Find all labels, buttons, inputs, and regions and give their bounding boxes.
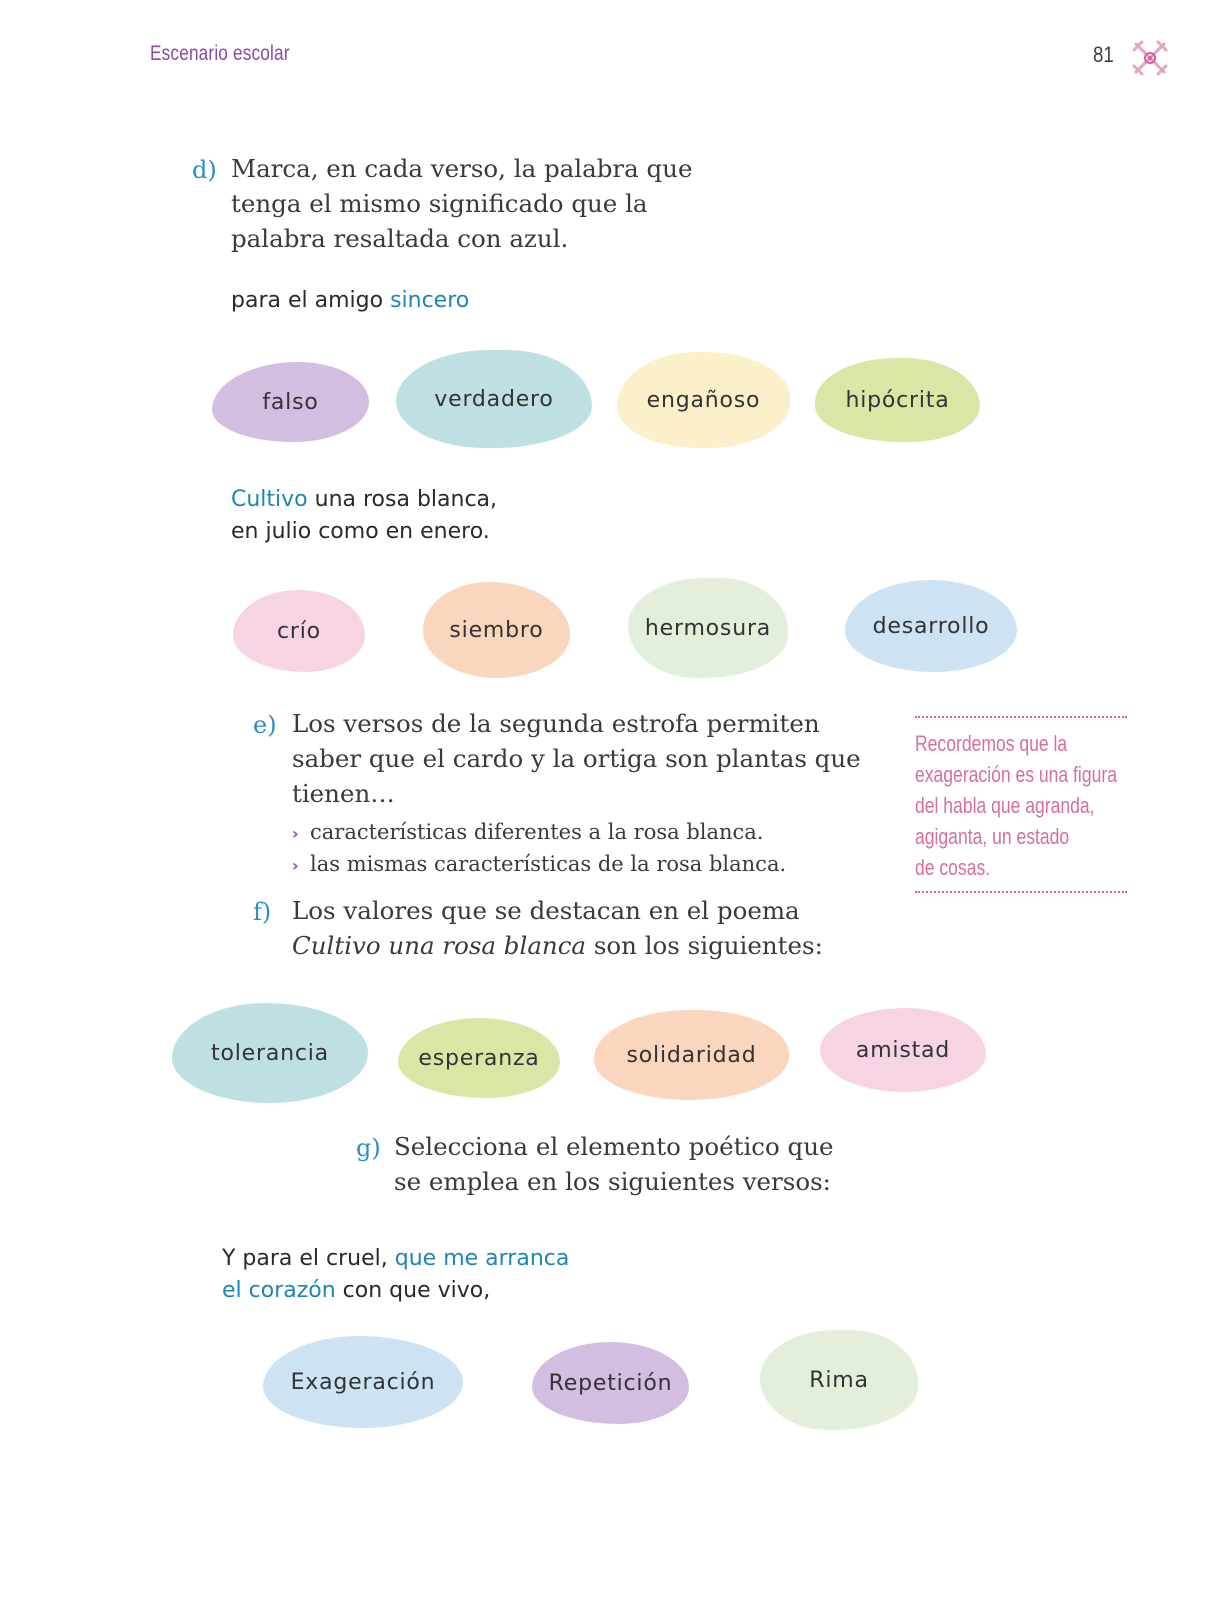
verse-3-highlight: que me arranca — [394, 1246, 570, 1271]
side-note-line: exageración es una figura — [915, 762, 1117, 787]
side-note — [915, 716, 1127, 893]
decorative-star-icon — [1130, 38, 1170, 78]
option-enganoso[interactable]: engañoso — [617, 352, 790, 448]
question-g-line: se emplea en los siguientes versos: — [394, 1167, 831, 1196]
option-siembro[interactable]: siembro — [423, 582, 570, 678]
side-note-line: de cosas. — [915, 855, 991, 880]
option-crio[interactable]: crío — [233, 590, 365, 672]
question-f-text — [292, 893, 823, 963]
verse-2-text: una rosa blanca, — [307, 487, 498, 512]
side-note-text — [915, 728, 1126, 883]
side-note-line: agiganta, un estado — [915, 824, 1070, 849]
page-number: 81 — [1093, 42, 1114, 67]
poem-title: Cultivo una rosa blanca — [292, 931, 587, 960]
question-d-line: palabra resaltada con azul. — [231, 224, 569, 253]
verse-3-text-2: con que vivo, — [335, 1278, 491, 1303]
option-e-1-text: características diferentes a la rosa blanca. — [310, 820, 764, 844]
option-tolerancia[interactable]: tolerancia — [172, 1003, 368, 1103]
question-d-letter: d) — [192, 156, 217, 184]
section-title: Escenario escolar — [150, 42, 290, 65]
option-e-1[interactable] — [292, 817, 786, 849]
verse-2 — [231, 484, 497, 548]
option-rima[interactable]: Rima — [760, 1330, 918, 1430]
side-note-line: Recordemos que la — [915, 731, 1068, 756]
question-f-line-1: Los valores que se destacan en el poema — [292, 896, 800, 925]
option-hipocrita[interactable]: hipócrita — [815, 358, 980, 442]
verse-1-text: para el amigo — [231, 288, 391, 313]
side-note-line: del habla que agranda, — [915, 793, 1095, 818]
question-g-letter: g) — [356, 1134, 381, 1162]
verse-3-line-1 — [222, 1243, 569, 1275]
question-d-line: tenga el mismo significado que la — [231, 189, 648, 218]
question-g-text — [394, 1129, 834, 1199]
verse-1-highlight: sincero — [390, 288, 470, 313]
option-esperanza[interactable]: esperanza — [398, 1018, 560, 1098]
verse-3 — [222, 1243, 569, 1307]
option-amistad[interactable]: amistad — [820, 1008, 986, 1092]
option-desarrollo[interactable]: desarrollo — [845, 580, 1017, 672]
question-e-line: Los versos de la segunda estrofa permiten — [292, 709, 820, 738]
question-f-line-2 — [292, 928, 823, 963]
question-e-letter: e) — [253, 711, 277, 739]
verse-3-line-2 — [222, 1275, 569, 1307]
question-d-text — [231, 151, 692, 256]
verse-3-highlight-2: el corazón — [222, 1278, 336, 1303]
question-e-line: saber que el cardo y la ortiga son plantas que — [292, 744, 861, 773]
option-e-2-text: las mismas características de la rosa blanca. — [310, 852, 787, 876]
question-e-line: tienen… — [292, 779, 395, 808]
verse-1 — [231, 285, 469, 317]
chevron-right-icon: › — [292, 856, 299, 875]
option-verdadero[interactable]: verdadero — [396, 350, 592, 448]
question-f-letter: f) — [253, 898, 272, 926]
question-d-line: Marca, en cada verso, la palabra que — [231, 154, 693, 183]
option-hermosura[interactable]: hermosura — [628, 578, 788, 678]
verse-2-line-2: en julio como en enero. — [231, 519, 490, 544]
question-g-line: Selecciona el elemento poético que — [394, 1132, 834, 1161]
option-e-2[interactable] — [292, 849, 786, 881]
option-repeticion[interactable]: Repetición — [532, 1342, 689, 1424]
verse-3-text: Y para el cruel, — [222, 1246, 395, 1271]
verse-2-highlight: Cultivo — [231, 487, 308, 512]
question-e-text — [292, 706, 861, 811]
option-exageracion[interactable]: Exageración — [263, 1336, 463, 1428]
question-e-options — [292, 817, 786, 881]
verse-2-line-1 — [231, 484, 497, 516]
chevron-right-icon: › — [292, 824, 299, 843]
option-falso[interactable]: falso — [212, 362, 369, 442]
question-f-line-2-rest: son los siguientes: — [586, 931, 823, 960]
option-solidaridad[interactable]: solidaridad — [594, 1010, 789, 1100]
